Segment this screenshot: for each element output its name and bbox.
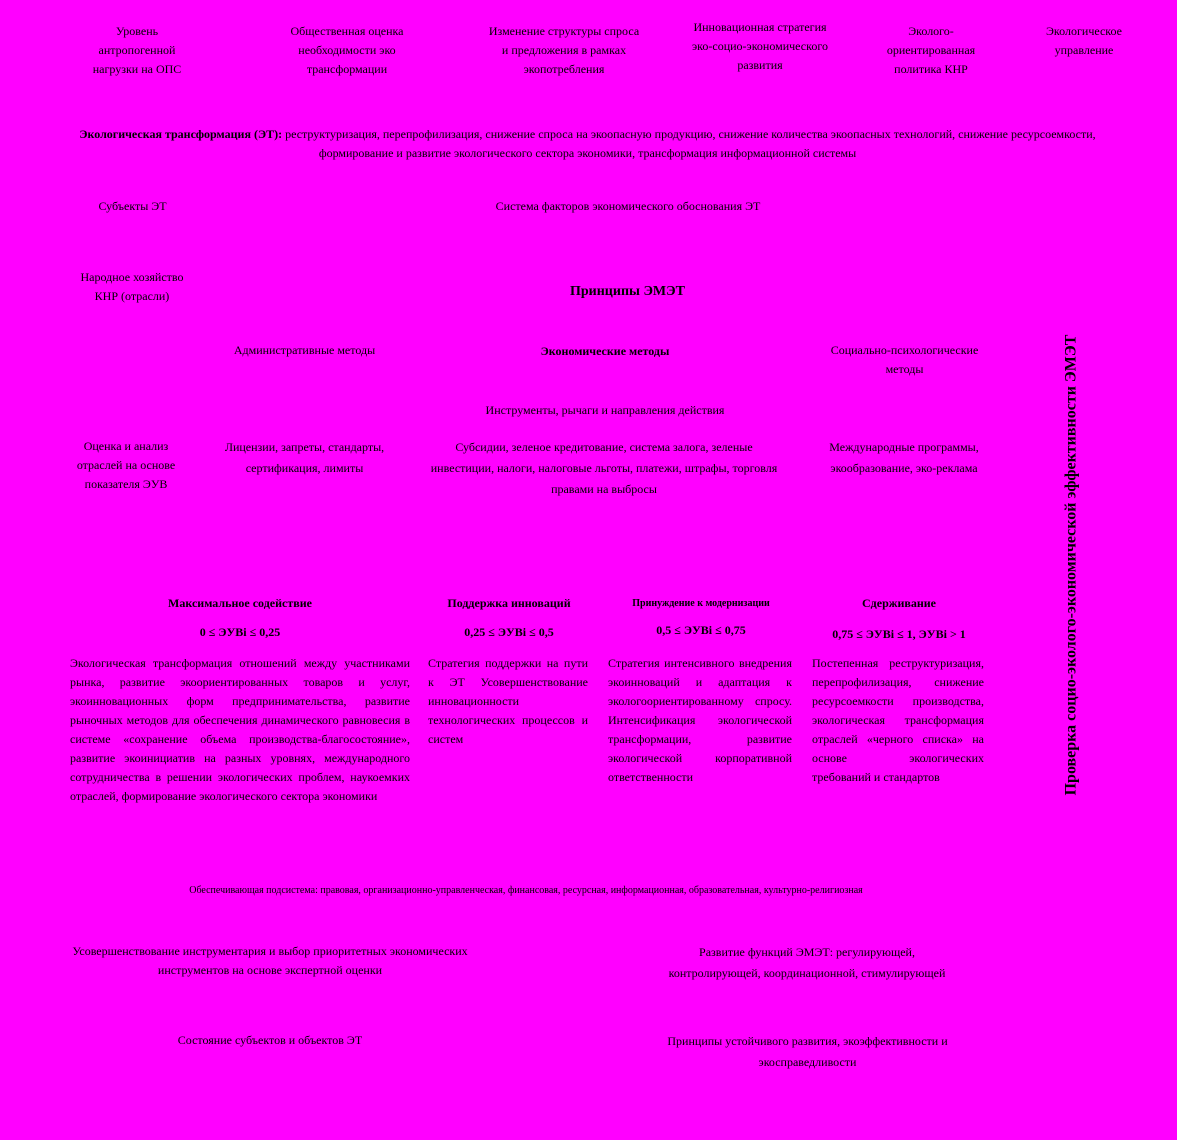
strategy-2-title: Поддержка инноваций [447,596,571,610]
principles-title: Принципы ЭМЭТ [570,284,685,299]
definition-block [70,125,1105,163]
bottom-principles: Принципы устойчивого развития, экоэффективности и экосправедливости [667,1034,948,1069]
instruments-social: Международные программы, экообразование, эко-реклама [829,440,979,475]
method-admin: Административные методы [233,343,376,357]
instruments-economic: Субсидии, зеленое кредитование, система залога, зеленые инвестиции, налоги, налоговые льготы, платежи, штрафы, торговля правами на выбросы [430,440,778,496]
definition-text: реструктуризация, перепрофилизация, снижение спроса на экоопасную продукцию, снижение количества экоопасных технологий, снижение ресурсоемкости, формирование и развитие экологического сектора экономики, трансформация информационной системы [282,127,1096,160]
subjects-title: Субъекты ЭТ [98,199,167,213]
strategy-2-text: Стратегия поддержки на пути к ЭТ Усовершенствование инновационности технологических процессов и систем [428,656,588,746]
top-box-eco-policy: Эколого-ориентированная политика КНР [886,24,976,76]
top-box-public-assessment: Общественная оценка необходимости эко трансформации [290,24,404,76]
bottom-state: Состояние субъектов и объектов ЭТ [177,1033,363,1047]
strategy-4-text: Постепенная реструктуризация, перепрофилизация, снижение ресурсоемкости производства, экологическая трансформация отраслей «черного списка» на основе экологических требований и стандартов [812,656,984,784]
top-box-innovation-strategy: Инновационная стратегия эко-социо-экономического развития [692,20,828,72]
instruments-title: Инструменты, рычаги и направления действия [485,403,725,417]
strategy-3-range: 0,5 ≤ ЭУВi ≤ 0,75 [656,623,746,637]
strategy-1-title: Максимальное содействие [168,596,312,610]
strategy-1-text: Экологическая трансформация отношений между участниками рынка, развитие экоориентированных товаров и услуг, экоинновационных форм предпринимательства, развитие рыночных методов для обеспечения динамического равновесия в системе «сохранение объема производства-благосостояние», развитие экоинициатив на разных уровнях, международного сотрудничества в решении экологических проблем, наукоемких отраслей, формирование экологического сектора экономики [70,656,410,803]
supporting-subsystem: Обеспечивающая подсистема: правовая, организационно-управленческая, финансовая, ресурсная, информационная, образовательная, культурно-религиозная [189,885,863,896]
definition-term: Экологическая трансформация (ЭТ): [79,127,283,141]
instruments-admin: Лицензии, запреты, стандарты, сертификация, лимиты [224,440,385,475]
method-economic: Экономические методы [540,344,670,358]
strategy-3-title: Принуждение к модернизации [632,598,770,609]
bottom-improve-tools: Усовершенствование инструментария и выбор приоритетных экономических инструментов на основе экспертной оценки [72,944,468,977]
method-social: Социально-психологические методы [830,343,979,376]
top-box-anthropogenic-load: Уровень антропогенной нагрузки на ОПС [92,24,182,76]
strategy-3-text: Стратегия интенсивного внедрения экоинноваций и адаптация к экологоориентированному спросу. Интенсификация экологической трансформации, развитие экологической корпоративной ответственности [608,656,792,784]
top-box-demand-supply: Изменение структуры спроса и предложения в рамках экопотребления [488,24,640,76]
strategy-4-title: Сдерживание [862,596,936,610]
bottom-functions: Развитие функций ЭМЭТ: регулирующей, контролирующей, координационной, стимулирующей [668,945,946,980]
strategy-4-range: 0,75 ≤ ЭУВi ≤ 1, ЭУВi > 1 [832,627,966,641]
national-economy: Народное хозяйство КНР (отрасли) [80,270,184,303]
strategy-2-range: 0,25 ≤ ЭУВi ≤ 0,5 [464,625,554,639]
assessment-box: Оценка и анализ отраслей на основе показателя ЭУВ [76,439,176,491]
top-box-eco-management: Экологическое управление [1046,24,1122,57]
efficiency-check-label: Проверка социо-эколого-экономической эффективности ЭМЭТ [1062,334,1080,796]
factors-title: Система факторов экономического обоснования ЭТ [495,199,761,213]
strategy-1-range: 0 ≤ ЭУВi ≤ 0,25 [199,625,281,639]
